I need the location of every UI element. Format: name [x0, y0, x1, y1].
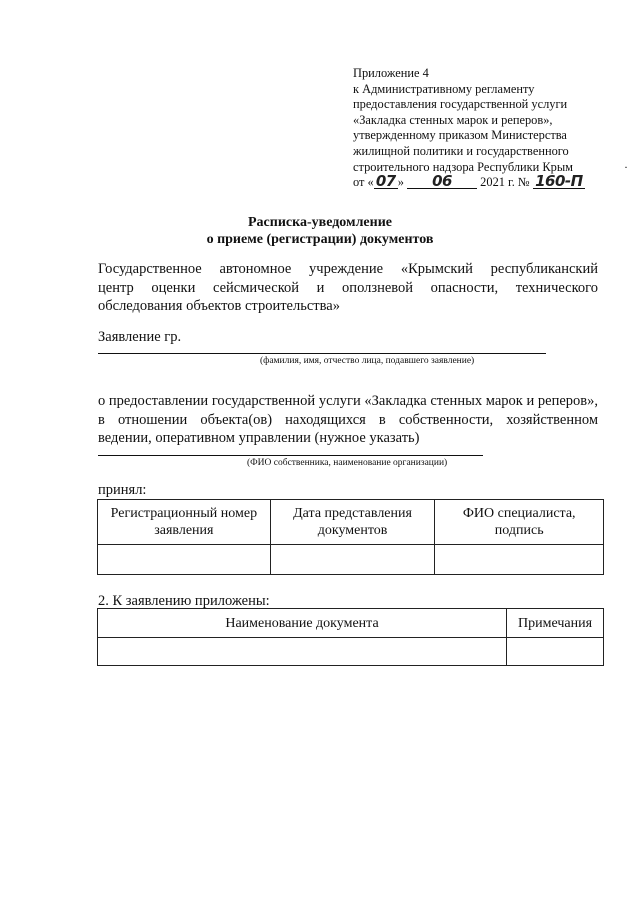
- header-registration-number: Регистрационный номер заявления: [98, 500, 271, 545]
- header-submission-date: Дата представления документов: [270, 500, 435, 545]
- appendix-line: строительного надзора Республики Крым: [353, 159, 574, 174]
- specialist-cell: [435, 545, 604, 575]
- appendix-line: Приложение 4: [353, 66, 429, 80]
- appendix-line: жилищной политики и государственного: [353, 143, 569, 158]
- registration-table: [97, 499, 604, 575]
- application-label: Заявление гр.: [98, 329, 182, 345]
- organization-line: Государственное автономное учреждение «Крымский республиканский: [98, 261, 598, 277]
- organization-name: [98, 260, 598, 316]
- order-month: 06: [407, 175, 477, 189]
- table-row: [98, 545, 604, 575]
- service-line: о предоставлении государственной услуги «Закладка стенных марок и реперов»,: [98, 393, 598, 409]
- registration-number-cell: [98, 545, 271, 575]
- submission-date-cell: [270, 545, 435, 575]
- table-header-row: [98, 609, 604, 638]
- title-line-2: о приеме (регистрации) документов: [206, 232, 434, 247]
- appendix-line: к Административному регламенту: [353, 81, 535, 96]
- service-line: ведении, оперативном управлении (нужное указать): [98, 430, 420, 446]
- service-line: в отношении объекта(ов) находящихся в собственности, хозяйственном: [98, 411, 598, 428]
- organization-line: центр оценки сейсмической и оползневой опасности, технического: [98, 279, 598, 296]
- header-document-name: Наименование документа: [98, 609, 507, 638]
- date-prefix: от «: [353, 175, 374, 190]
- notes-cell: [507, 638, 604, 666]
- appendix-line: предоставления государственной услуги: [353, 97, 568, 112]
- header-notes: Примечания: [507, 609, 604, 638]
- attachments-table: [97, 608, 604, 666]
- date-close: »: [397, 175, 404, 190]
- service-paragraph: [98, 392, 598, 448]
- header-specialist: ФИО специалиста, подпись: [435, 500, 604, 545]
- applicant-name-line: [98, 353, 546, 354]
- order-date-line: [353, 172, 623, 191]
- appendix-line: утвержденному приказом Министерства: [353, 128, 567, 143]
- order-day: 07: [374, 175, 398, 189]
- title-line-1: Расписка-уведомление: [248, 215, 392, 230]
- owner-name-line: [98, 455, 483, 456]
- appendix-block: [353, 66, 623, 191]
- document-title: [0, 214, 640, 248]
- received-label: принял:: [98, 482, 147, 498]
- appendix-line: «Закладка стенных марок и реперов»,: [353, 112, 553, 127]
- table-header-row: [98, 500, 604, 545]
- order-year: 2021 г. №: [480, 175, 530, 190]
- attachments-label: 2. К заявлению приложены:: [98, 593, 270, 609]
- order-number: 160-П: [533, 175, 585, 189]
- document-name-cell: [98, 638, 507, 666]
- owner-caption: (ФИО собственника, наименование организации): [247, 458, 448, 468]
- stray-mark: ·: [624, 160, 628, 174]
- applicant-caption: (фамилия, имя, отчество лица, подавшего заявление): [260, 356, 475, 366]
- organization-line: обследования объектов строительства»: [98, 298, 340, 314]
- table-row: [98, 638, 604, 666]
